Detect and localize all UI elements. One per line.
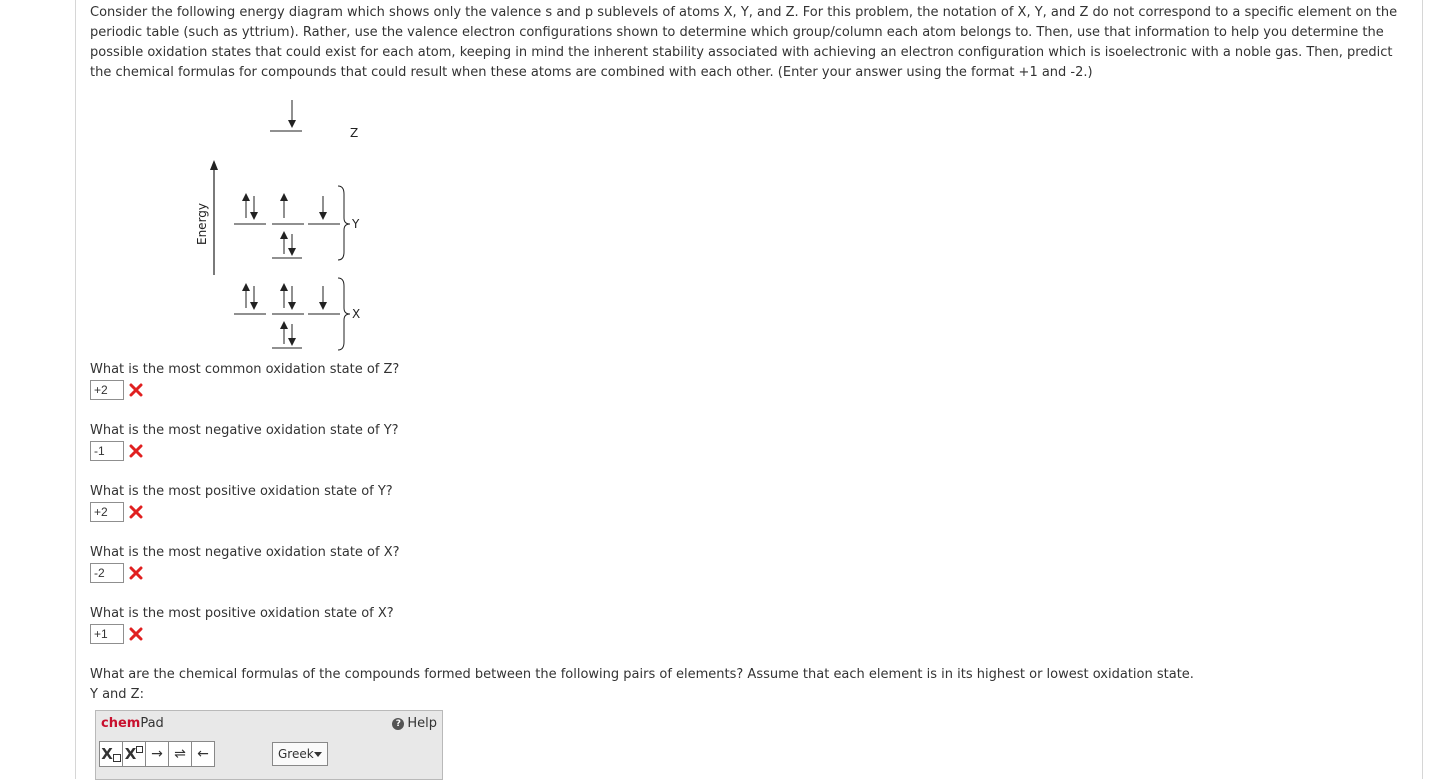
incorrect-icon [129, 627, 143, 641]
x-label: X [352, 307, 361, 321]
z-label: Z [350, 126, 359, 140]
incorrect-icon [129, 566, 143, 580]
y-label: Y [352, 217, 360, 231]
question-y-positive: What is the most positive oxidation state of Y? [90, 484, 393, 499]
incorrect-icon [129, 383, 143, 397]
right-arrow-icon: → [151, 746, 163, 762]
chempad-logo: chemPad [101, 716, 164, 731]
superscript-button[interactable]: X [122, 741, 146, 767]
reaction-arrow-button[interactable] [145, 741, 169, 767]
energy-axis-arrowhead [210, 160, 218, 170]
help-button[interactable] [392, 716, 437, 731]
answer-field-y-negative[interactable]: -1 [90, 441, 124, 461]
question-z-common: What is the most common oxidation state of Z? [90, 362, 400, 377]
greek-label: Greek [278, 747, 314, 761]
incorrect-icon [129, 444, 143, 458]
energy-label: Energy [195, 202, 209, 245]
left-arrow-icon: ← [197, 746, 209, 762]
chempad-toolbar [99, 741, 214, 767]
left-arrow-button[interactable] [191, 741, 215, 767]
y-brace [338, 186, 350, 260]
answer-field-y-positive[interactable]: +2 [90, 502, 124, 522]
pair-label-y-z: Y and Z: [90, 687, 144, 702]
equilibrium-icon: ⇌ [174, 746, 186, 762]
question-x-positive: What is the most positive oxidation state of X? [90, 606, 394, 621]
help-icon: ? [392, 718, 404, 730]
greek-dropdown[interactable] [272, 742, 328, 766]
answer-field-z-common[interactable]: +2 [90, 380, 124, 400]
answer-field-x-positive[interactable]: +1 [90, 624, 124, 644]
answer-field-x-negative[interactable]: -2 [90, 563, 124, 583]
chempad-editor[interactable] [95, 710, 443, 780]
chevron-down-icon [314, 752, 322, 757]
equilibrium-arrow-button[interactable] [168, 741, 192, 767]
help-label: Help [407, 716, 437, 731]
z-electron-down [288, 120, 296, 128]
formulas-question: What are the chemical formulas of the compounds formed between the following pairs of elements? Assume that each element is in its highest or lowest oxidation state. [90, 667, 1194, 682]
question-y-negative: What is the most negative oxidation state of Y? [90, 423, 399, 438]
question-x-negative: What is the most negative oxidation state of X? [90, 545, 400, 560]
energy-diagram [180, 90, 400, 360]
subscript-button[interactable]: X [99, 741, 123, 767]
incorrect-icon [129, 505, 143, 519]
problem-statement: Consider the following energy diagram which shows only the valence s and p sublevels of atoms X, Y, and Z. For this problem, the notation of X, Y, and Z do not correspond to a specific element on the periodic table (such as yttrium). Rather, use the valence electron configurations shown to determine which group/column each atom belongs to. Then, use that information to help you determine the possible oxidation states that could exist for each atom, keeping in mind the inherent stability associated with achieving an electron configuration which is isoelectronic with a noble gas. Then, predict the chemical formulas for compounds that could result when these atoms are combined with each other. (Enter your answer using the format +1 and -2.) [90, 5, 1398, 80]
